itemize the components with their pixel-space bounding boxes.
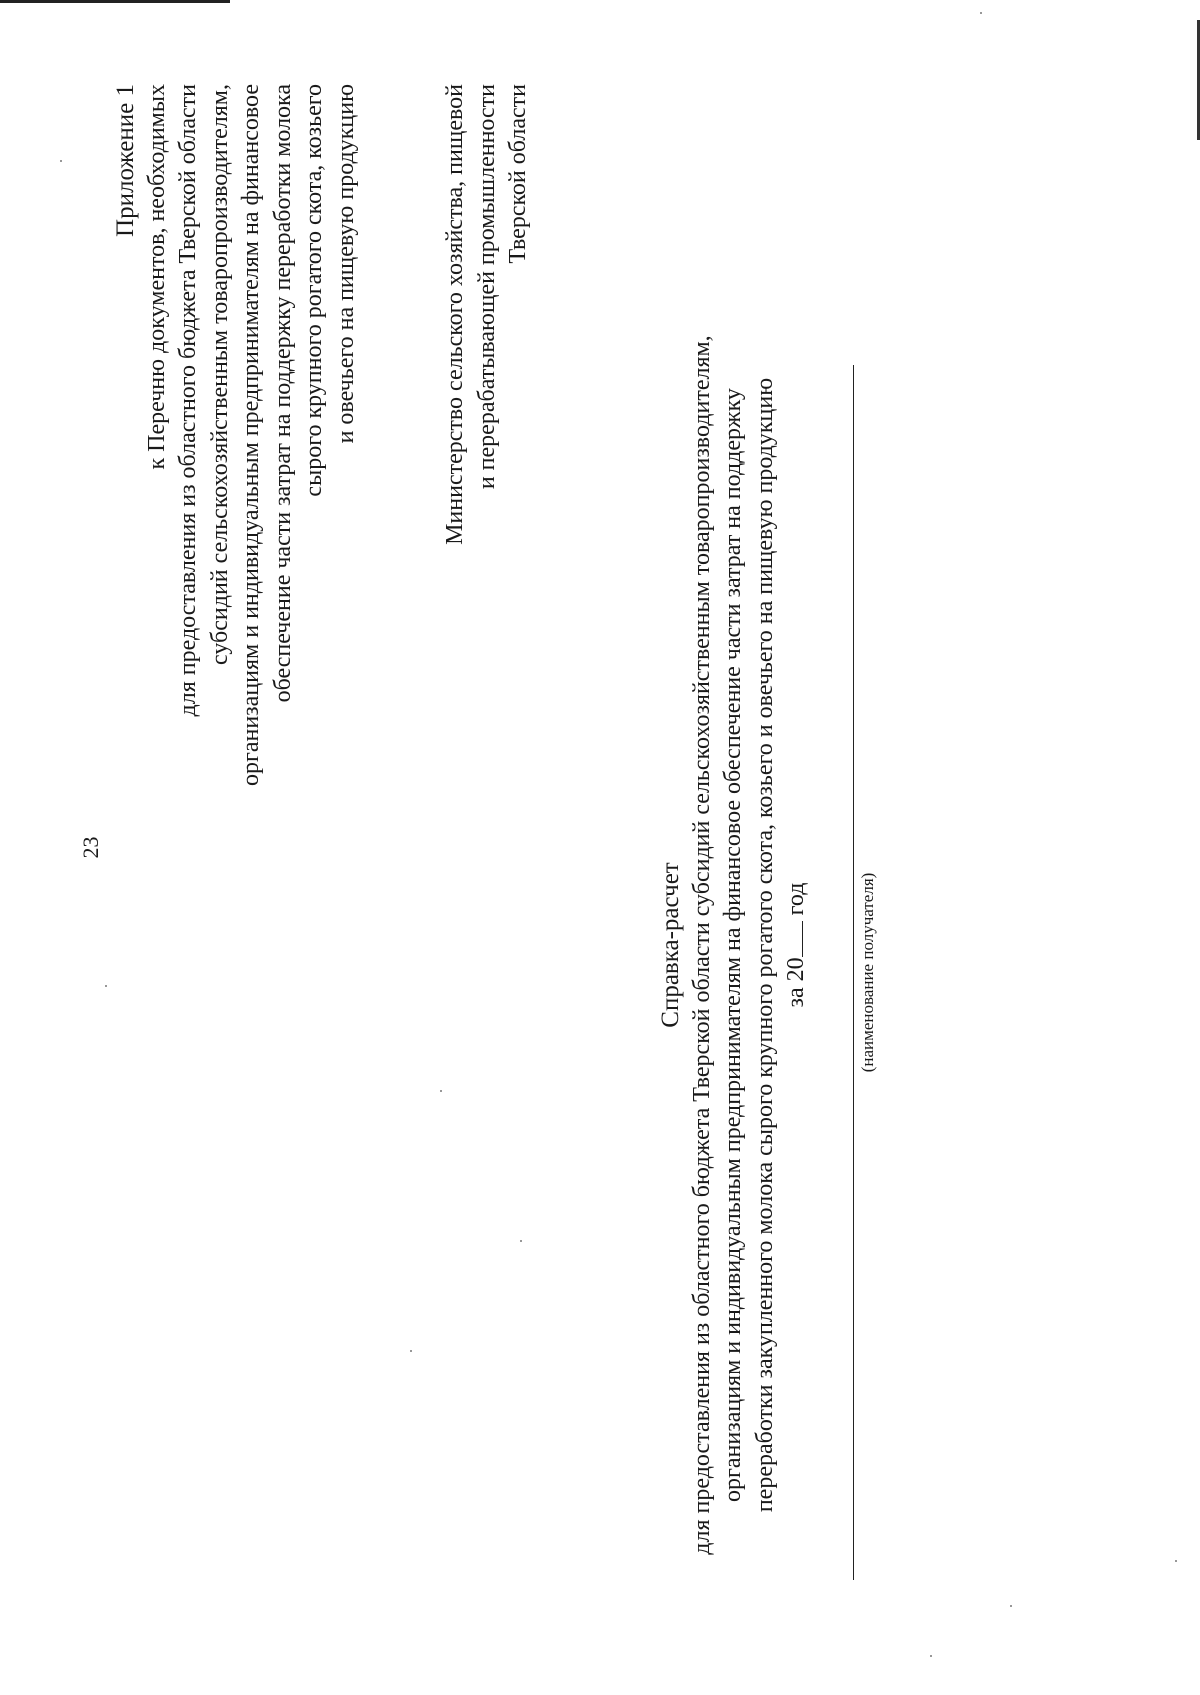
page-number: 23: [78, 836, 103, 859]
certificate-title: Справка-расчет: [657, 862, 684, 1028]
year-blank-field[interactable]: [784, 921, 803, 957]
certificate-header: [655, 325, 813, 1565]
appendix-line: к Перечню документов, необходимых: [143, 84, 170, 470]
appendix-reference: [110, 84, 362, 984]
ministry-line: Тверской области: [505, 84, 531, 264]
appendix-line: организациям и индивидуальным предпринимателям на финансовое: [238, 84, 264, 786]
certificate-line: для предоставления из областного бюджета Тверской области субсидий сельскохозяйственным товаропроизводителям,: [688, 335, 715, 1555]
certificate-line: переработки закупленного молока сырого крупного рогатого скота, козьего и овечьего на пищевую продукцию: [751, 377, 778, 1513]
appendix-line: обеспечение части затрат на поддержку переработки молока: [269, 84, 296, 703]
recipient-name-field[interactable]: [853, 365, 854, 1580]
appendix-line: для предоставления из областного бюджета Тверской области: [175, 84, 201, 717]
appendix-line: сырого крупного рогатого скота, козьего: [301, 84, 327, 497]
ministry-line: и перерабатывающей промышленности: [473, 84, 500, 490]
year-prefix: за 20: [783, 957, 809, 1008]
ministry-line: Министерство сельского хозяйства, пищевой: [442, 84, 468, 545]
addressee-ministry: [440, 84, 535, 984]
certificate-year-line: [781, 325, 813, 1565]
certificate-line: организациям и индивидуальным предпринимателям на финансовое обеспечение части затрат на поддержку: [720, 388, 746, 1502]
appendix-line: субсидий сельскохозяйственным товаропроизводителям,: [206, 84, 233, 665]
appendix-line: и овечьего на пищевую продукцию: [332, 84, 359, 444]
year-suffix: год: [783, 882, 809, 916]
recipient-caption: (наименование получателя): [858, 872, 877, 1073]
appendix-title: Приложение 1: [112, 84, 139, 237]
